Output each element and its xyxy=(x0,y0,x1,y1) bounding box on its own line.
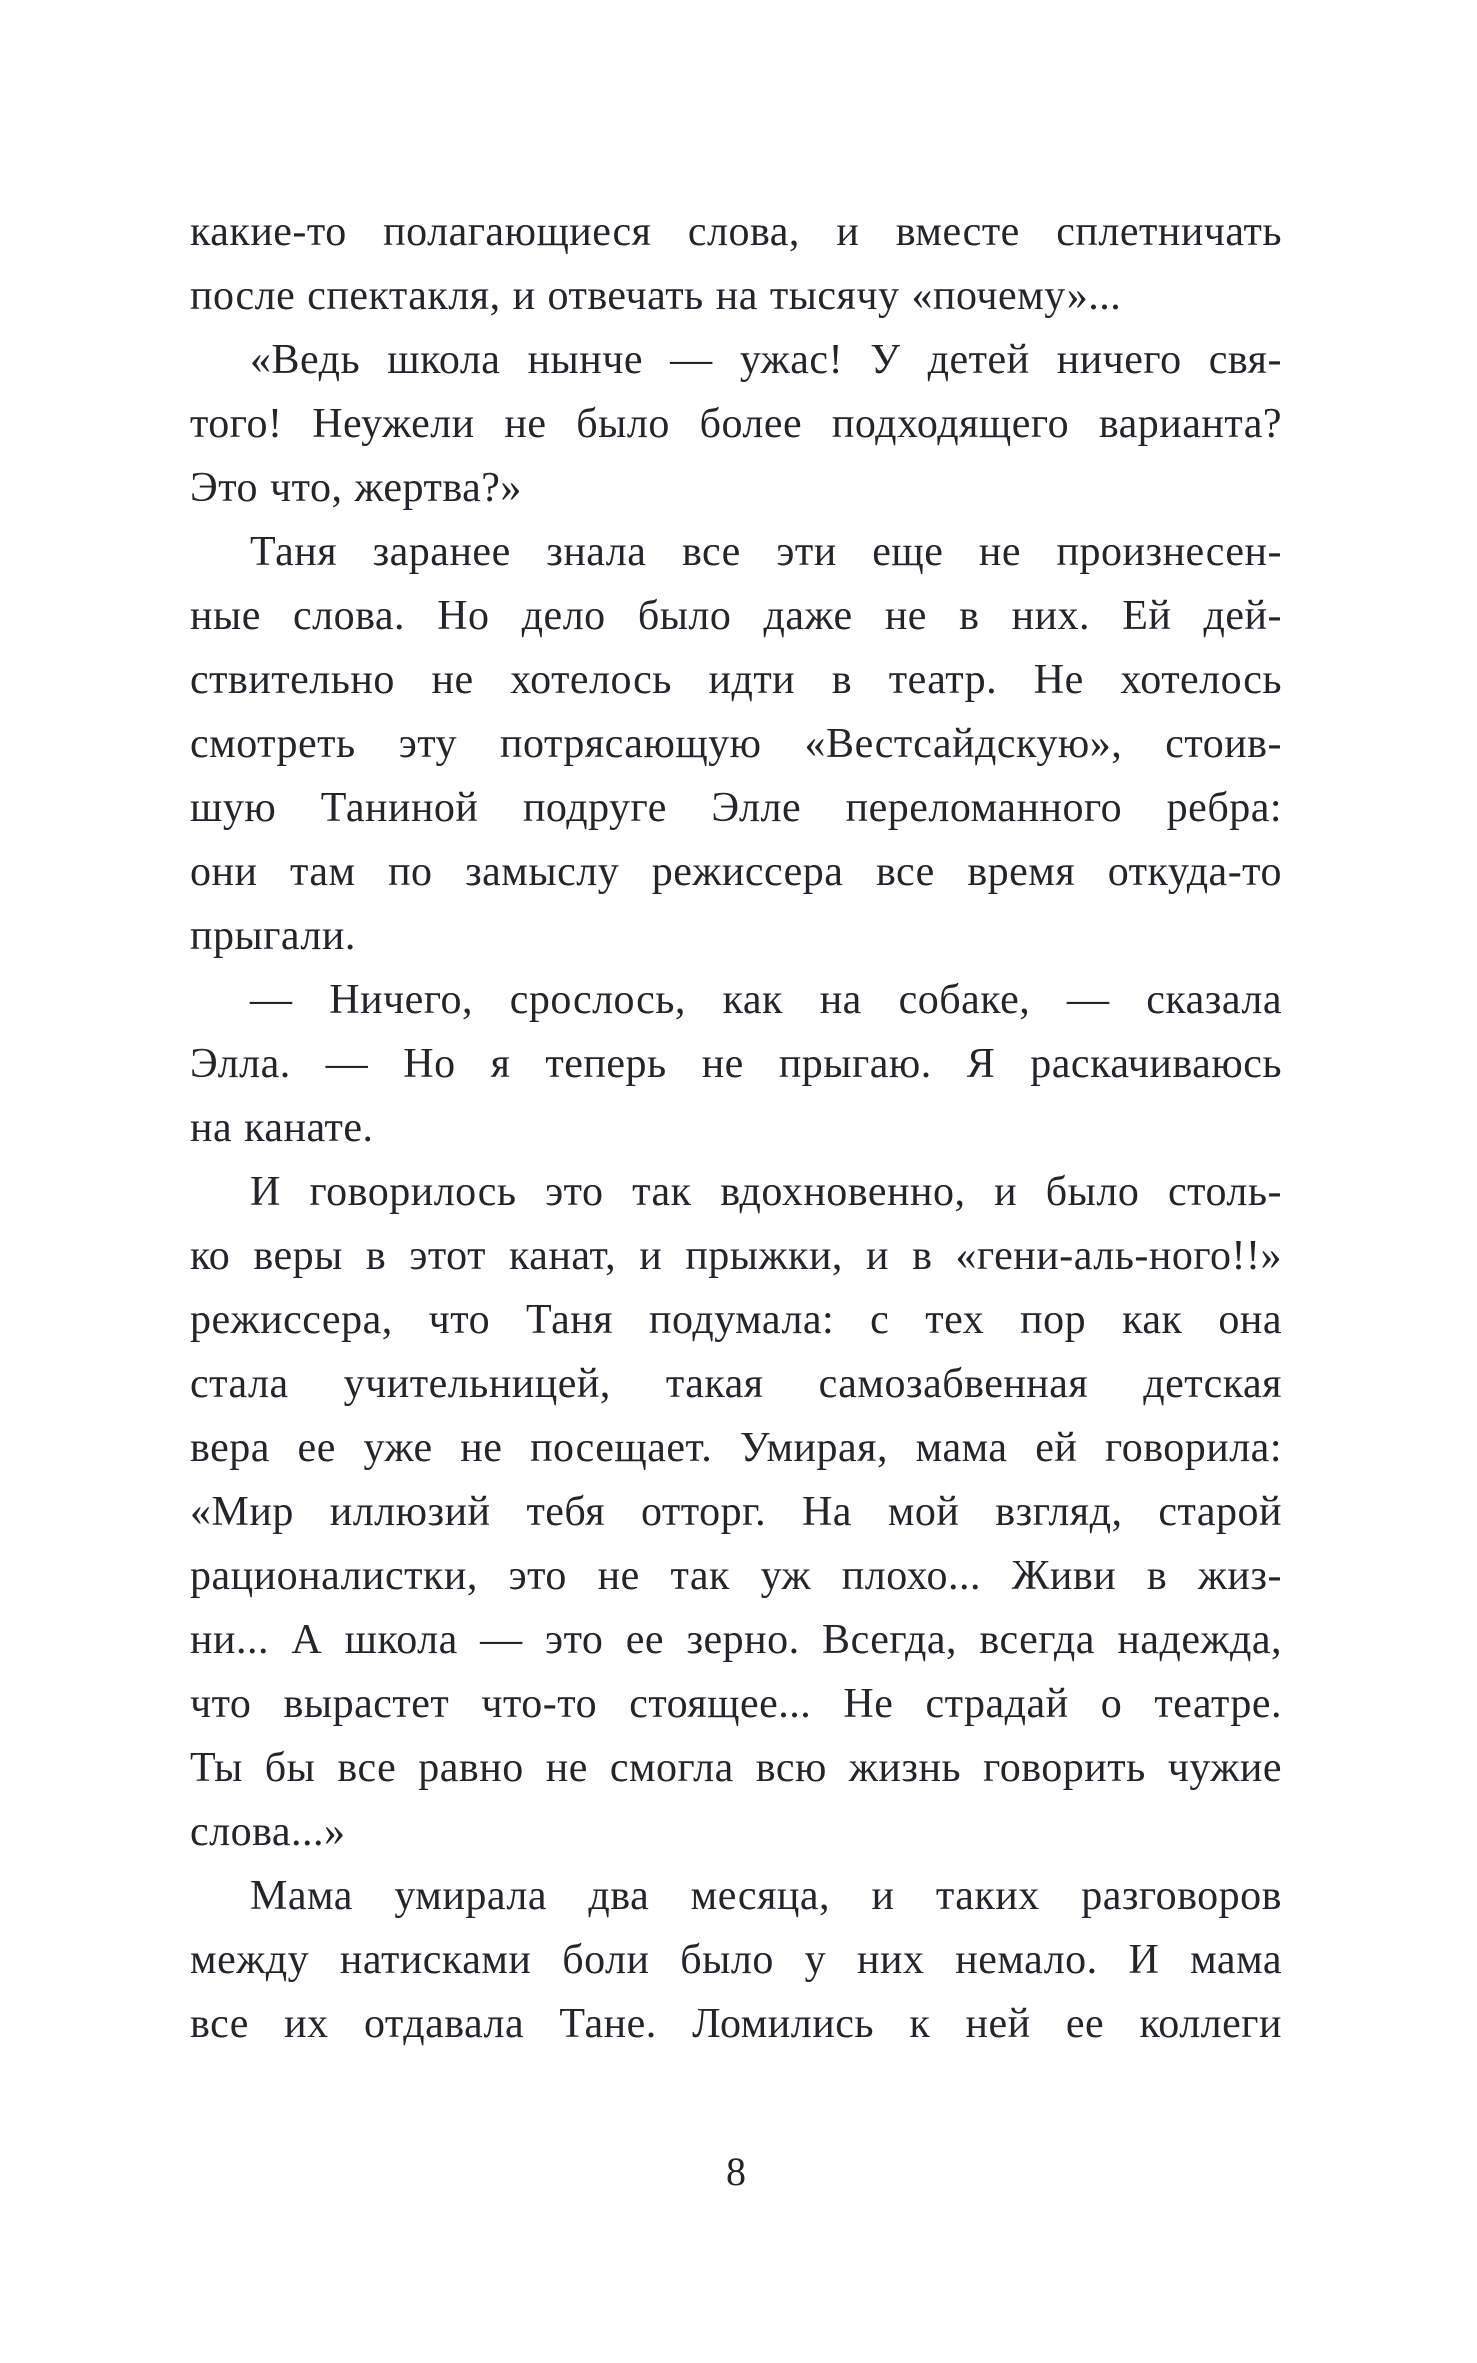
text-line: того! Неужели не было более подходящего варианта? xyxy=(190,401,1282,447)
text-line: режиссера, что Таня подумала: с тех пор как она xyxy=(190,1297,1282,1343)
text-line: все их отдавала Тане. Ломились к ней ее коллеги xyxy=(190,2001,1282,2047)
text-line: какие-то полагающиеся слова, и вместе сплетничать xyxy=(190,209,1282,255)
text-line: «Ведь школа нынче — ужас! У детей ничего свя- xyxy=(250,337,1282,383)
text-line: ни... А школа — это ее зерно. Всегда, всегда надежда, xyxy=(190,1617,1282,1663)
text-line: на канате. xyxy=(190,1105,374,1151)
text-line: — Ничего, срослось, как на собаке, — сказала xyxy=(250,977,1282,1023)
text-line: после спектакля, и отвечать на тысячу «почему»... xyxy=(190,273,1122,319)
text-line: Таня заранее знала все эти еще не произнесен- xyxy=(250,529,1282,575)
text-line: И говорилось это так вдохновенно, и было столь- xyxy=(250,1169,1282,1215)
text-line: шую Таниной подруге Элле переломанного ребра: xyxy=(190,785,1282,831)
text-block xyxy=(190,200,1282,2056)
text-line: ко веры в этот канат, и прыжки, и в «гени-аль-ного!!» xyxy=(190,1233,1282,1279)
text-line: ные слова. Но дело было даже не в них. Ей дей- xyxy=(190,593,1282,639)
text-line: ствительно не хотелось идти в театр. Не хотелось xyxy=(190,657,1282,703)
text-line: Элла. — Но я теперь не прыгаю. Я раскачиваюсь xyxy=(190,1041,1282,1087)
text-line: Это что, жертва?» xyxy=(190,465,522,511)
text-line: они там по замыслу режиссера все время откуда-то xyxy=(190,849,1282,895)
page-number: 8 xyxy=(726,2149,746,2194)
text-line: рационалистки, это не так уж плохо... Живи в жиз- xyxy=(190,1553,1282,1599)
text-line: «Мир иллюзий тебя отторг. На мой взгляд, старой xyxy=(190,1489,1282,1535)
text-line: стала учительницей, такая самозабвенная детская xyxy=(190,1361,1282,1407)
text-line: между натисками боли было у них немало. И мама xyxy=(190,1937,1282,1983)
text-line: Мама умирала два месяца, и таких разговоров xyxy=(250,1873,1282,1919)
text-line: Ты бы все равно не смогла всю жизнь говорить чужие xyxy=(190,1745,1282,1791)
text-line: слова...» xyxy=(190,1809,346,1855)
text-line: вера ее уже не посещает. Умирая, мама ей говорила: xyxy=(190,1425,1282,1471)
text-line: прыгали. xyxy=(190,913,356,959)
text-line: что вырастет что-то стоящее... Не страдай о театре. xyxy=(190,1681,1282,1727)
text-line: смотреть эту потрясающую «Вестсайдскую», стоив- xyxy=(190,721,1282,767)
